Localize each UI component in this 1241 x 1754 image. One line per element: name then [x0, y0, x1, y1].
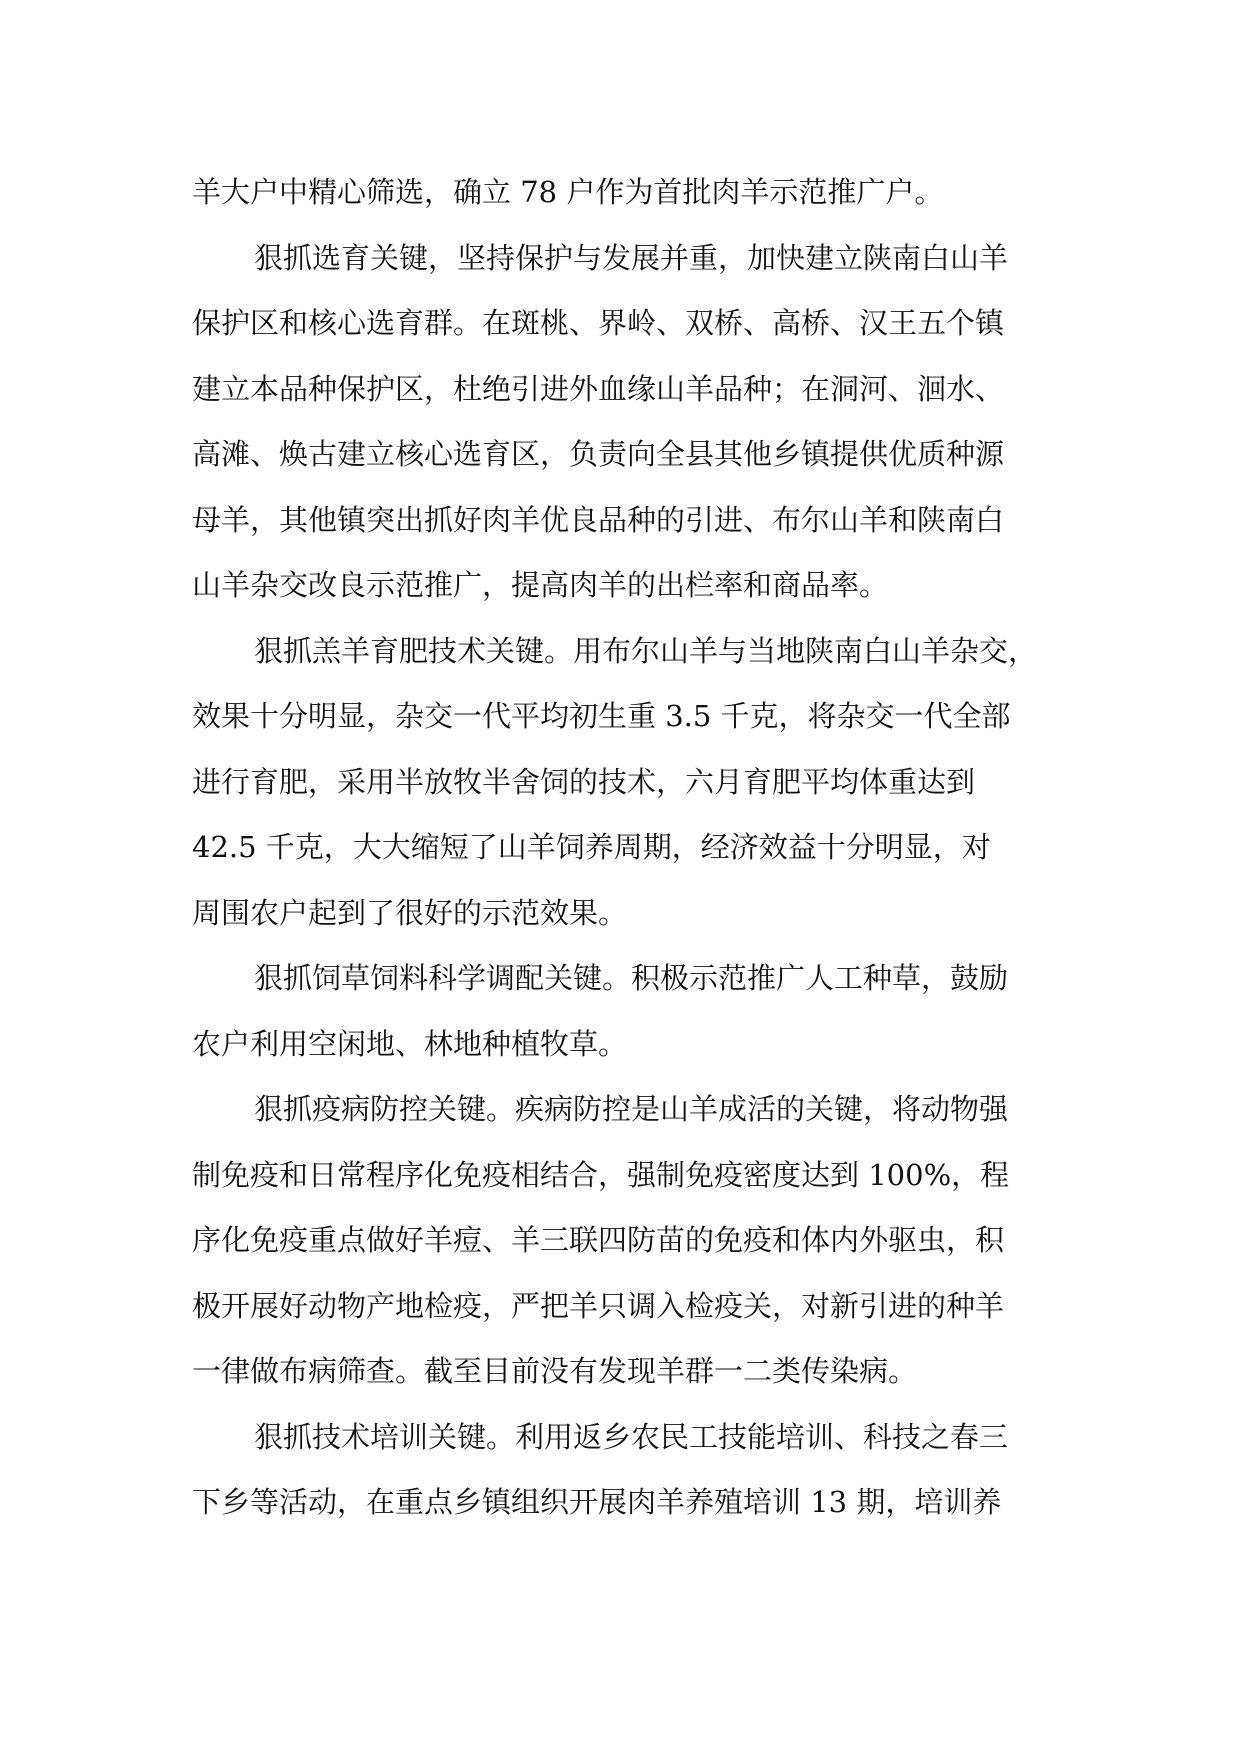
text-line: 羊大户中精心筛选，确立 78 户作为首批肉羊示范推广户。 [192, 175, 944, 209]
text-line: 狠抓技术培训关键。利用返乡农民工技能培训、科技之春三 [254, 1419, 1009, 1454]
text-line: 狠抓疫病防控关键。疾病防控是山羊成活的关键，将动物强 [254, 1092, 1009, 1126]
text-line: 极开展好动物产地检疫，严把羊只调入检疫关，对新引进的种羊 [192, 1288, 1005, 1323]
text-line: 序化免疫重点做好羊痘、羊三联四防苗的免疫和体内外驱虫，积 [192, 1223, 1005, 1257]
text-line: 42.5 千克，大大缩短了山羊饲养周期，经济效益十分明显，对 [192, 830, 991, 864]
text-line: 狠抓羔羊育肥技术关键。用布尔山羊与当地陕南白山羊杂交， [254, 633, 1038, 668]
text-line: 狠抓饲草饲料科学调配关键。积极示范推广人工种草，鼓励 [254, 961, 1009, 995]
text-line: 山羊杂交改良示范推广，提高肉羊的出栏率和商品率。 [192, 568, 889, 602]
text-line: 农户利用空闲地、林地种植牧草。 [192, 1026, 628, 1061]
text-line: 高滩、焕古建立核心选育区，负责向全县其他乡镇提供优质种源 [192, 437, 1005, 471]
text-line: 周围农户起到了很好的示范效果。 [192, 895, 628, 930]
text-line: 制免疫和日常程序化免疫相结合，强制免疫密度达到 100%，程 [192, 1157, 1010, 1192]
body-text [192, 160, 1052, 1536]
text-line: 母羊，其他镇突出抓好肉羊优良品种的引进、布尔山羊和陕南白 [192, 502, 1005, 537]
text-line: 一律做布病筛查。截至目前没有发现羊群一二类传染病。 [192, 1354, 918, 1388]
text-line: 进行育肥，采用半放牧半舍饲的技术，六月育肥平均体重达到 [192, 764, 976, 799]
text-line: 下乡等活动，在重点乡镇组织开展肉羊养殖培训 13 期，培训养 [192, 1485, 1002, 1519]
text-line: 保护区和核心选育群。在斑桃、界岭、双桥、高桥、汉王五个镇 [192, 306, 1005, 340]
text-line: 建立本品种保护区，杜绝引进外血缘山羊品种；在洞河、洄水、 [192, 371, 1005, 406]
text-line: 效果十分明显，杂交一代平均初生重 3.5 千克，将杂交一代全部 [192, 699, 1011, 733]
text-line: 狠抓选育关键，坚持保护与发展并重，加快建立陕南白山羊 [254, 240, 1009, 275]
